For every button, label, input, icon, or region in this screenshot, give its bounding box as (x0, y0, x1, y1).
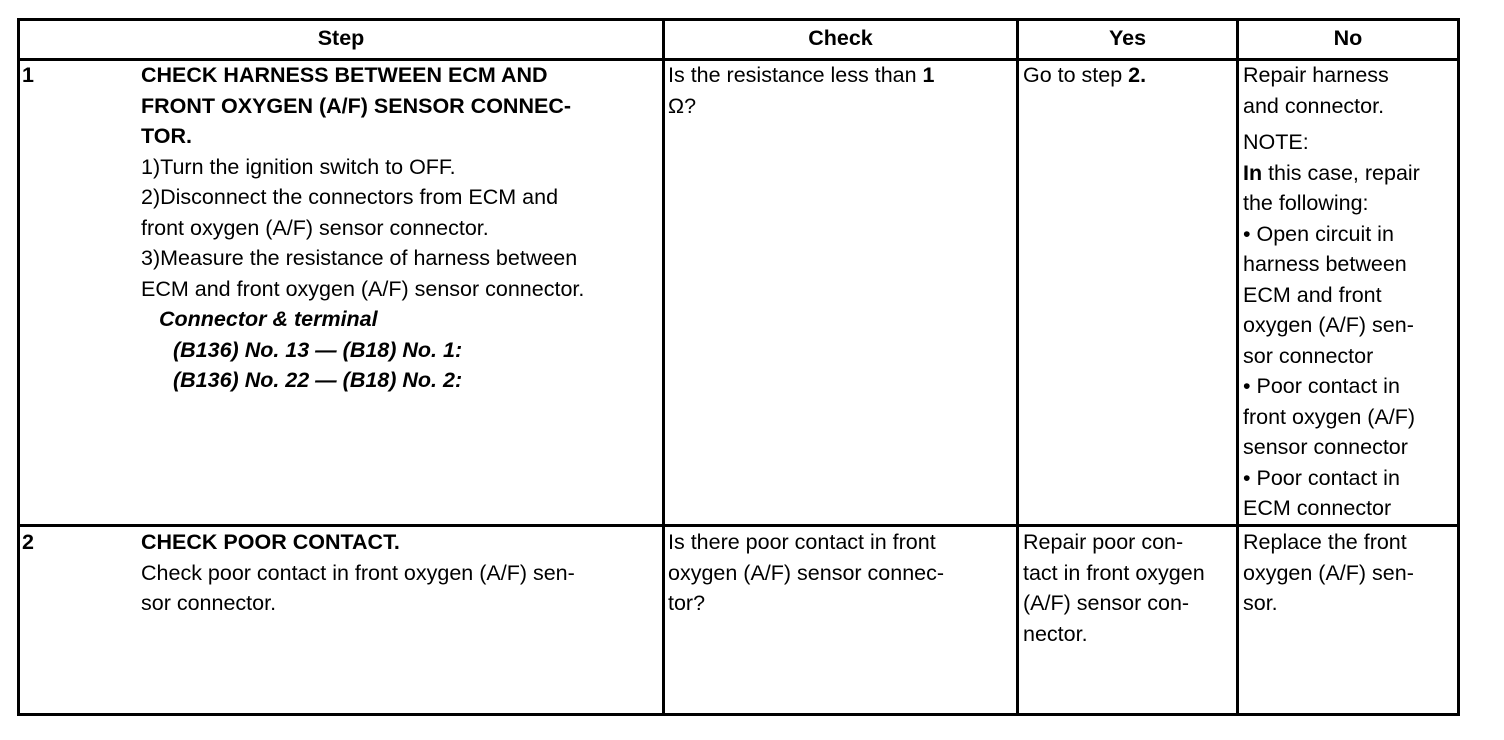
no-line: sensor connector (1243, 435, 1408, 459)
step-body-line: Check poor contact in front oxygen (A/F) sen- (141, 560, 575, 585)
table-border-left (17, 18, 20, 716)
check-text: Ω? (668, 93, 697, 118)
terminal-spec-line: (B136) No. 13 — (B18) No. 1: (173, 337, 463, 362)
step-title-line: CHECK HARNESS BETWEEN ECM AND (141, 63, 548, 87)
no-line: and connector. (1243, 93, 1385, 118)
no-line: oxygen (A/F) sen- (1243, 313, 1414, 337)
yes-action (1023, 527, 1235, 649)
step-description (141, 60, 661, 396)
terminal-spec-line: (B136) No. 22 — (B18) No. 2: (173, 368, 463, 392)
step-body-line: sor connector. (141, 591, 277, 615)
check-line: Is there poor contact in front (668, 530, 936, 554)
no-line: Replace the front (1243, 530, 1407, 554)
yes-line: (A/F) sensor con- (1023, 591, 1190, 615)
no-line: • Poor contact in (1243, 465, 1400, 490)
step-number: 1 (22, 63, 34, 87)
check-question (668, 60, 1014, 121)
step-body-line: 2)Disconnect the connectors from ECM and (141, 185, 559, 209)
step-title-line: TOR. (141, 124, 192, 148)
no-line: • Open circuit in (1243, 221, 1394, 246)
no-line: Repair harness (1243, 63, 1389, 87)
note-label: NOTE: (1243, 130, 1309, 154)
step-description (141, 527, 661, 619)
no-line: front oxygen (A/F) (1243, 404, 1416, 429)
check-value: 1 (922, 63, 935, 87)
check-question (668, 527, 1014, 619)
no-line: sor connector (1243, 343, 1374, 368)
yes-line: nector. (1023, 621, 1088, 646)
step-title-line: CHECK POOR CONTACT. (141, 530, 400, 554)
header-step: Step (317, 26, 365, 50)
no-line: ECM connector (1243, 496, 1392, 520)
note-text: this case, repair (1262, 160, 1420, 185)
step-body-line: 3)Measure the resistance of harness between (141, 246, 578, 270)
check-line: tor? (668, 591, 706, 615)
no-line: the following: (1243, 191, 1369, 215)
connector-terminal-heading: Connector & terminal (159, 307, 378, 331)
column-divider-check (662, 18, 665, 716)
yes-action (1023, 60, 1235, 91)
step-number: 2 (22, 530, 34, 554)
no-line: oxygen (A/F) sen- (1243, 560, 1414, 585)
table-border-bottom (17, 713, 1460, 716)
column-divider-yes (1016, 18, 1019, 716)
yes-step-ref: 2. (1128, 63, 1147, 87)
yes-line: Repair poor con- (1023, 530, 1184, 554)
no-line: ECM and front (1243, 282, 1382, 307)
table-border-right (1457, 18, 1460, 716)
note-in: In (1243, 160, 1263, 185)
no-action (1243, 60, 1457, 524)
no-line: harness between (1243, 252, 1407, 276)
step-body-line: 1)Turn the ignition switch to OFF. (141, 154, 456, 179)
step-body-line: ECM and front oxygen (A/F) sensor connector. (141, 276, 585, 301)
diagnostic-table (17, 18, 1460, 716)
no-line: sor. (1243, 591, 1278, 615)
no-action (1243, 527, 1457, 619)
header-check: Check (808, 26, 873, 50)
header-yes: Yes (1108, 26, 1147, 50)
step-body-line: front oxygen (A/F) sensor connector. (141, 215, 489, 240)
step-title-line: FRONT OXYGEN (A/F) SENSOR CONNEC- (141, 93, 572, 118)
yes-text: Go to step (1023, 63, 1129, 87)
header-no: No (1333, 26, 1363, 50)
column-divider-no (1236, 18, 1239, 716)
no-line: • Poor contact in (1243, 374, 1400, 398)
yes-line: tact in front oxygen (1023, 560, 1205, 585)
check-text: Is the resistance less than (668, 63, 923, 87)
check-line: oxygen (A/F) sensor connec- (668, 560, 945, 585)
